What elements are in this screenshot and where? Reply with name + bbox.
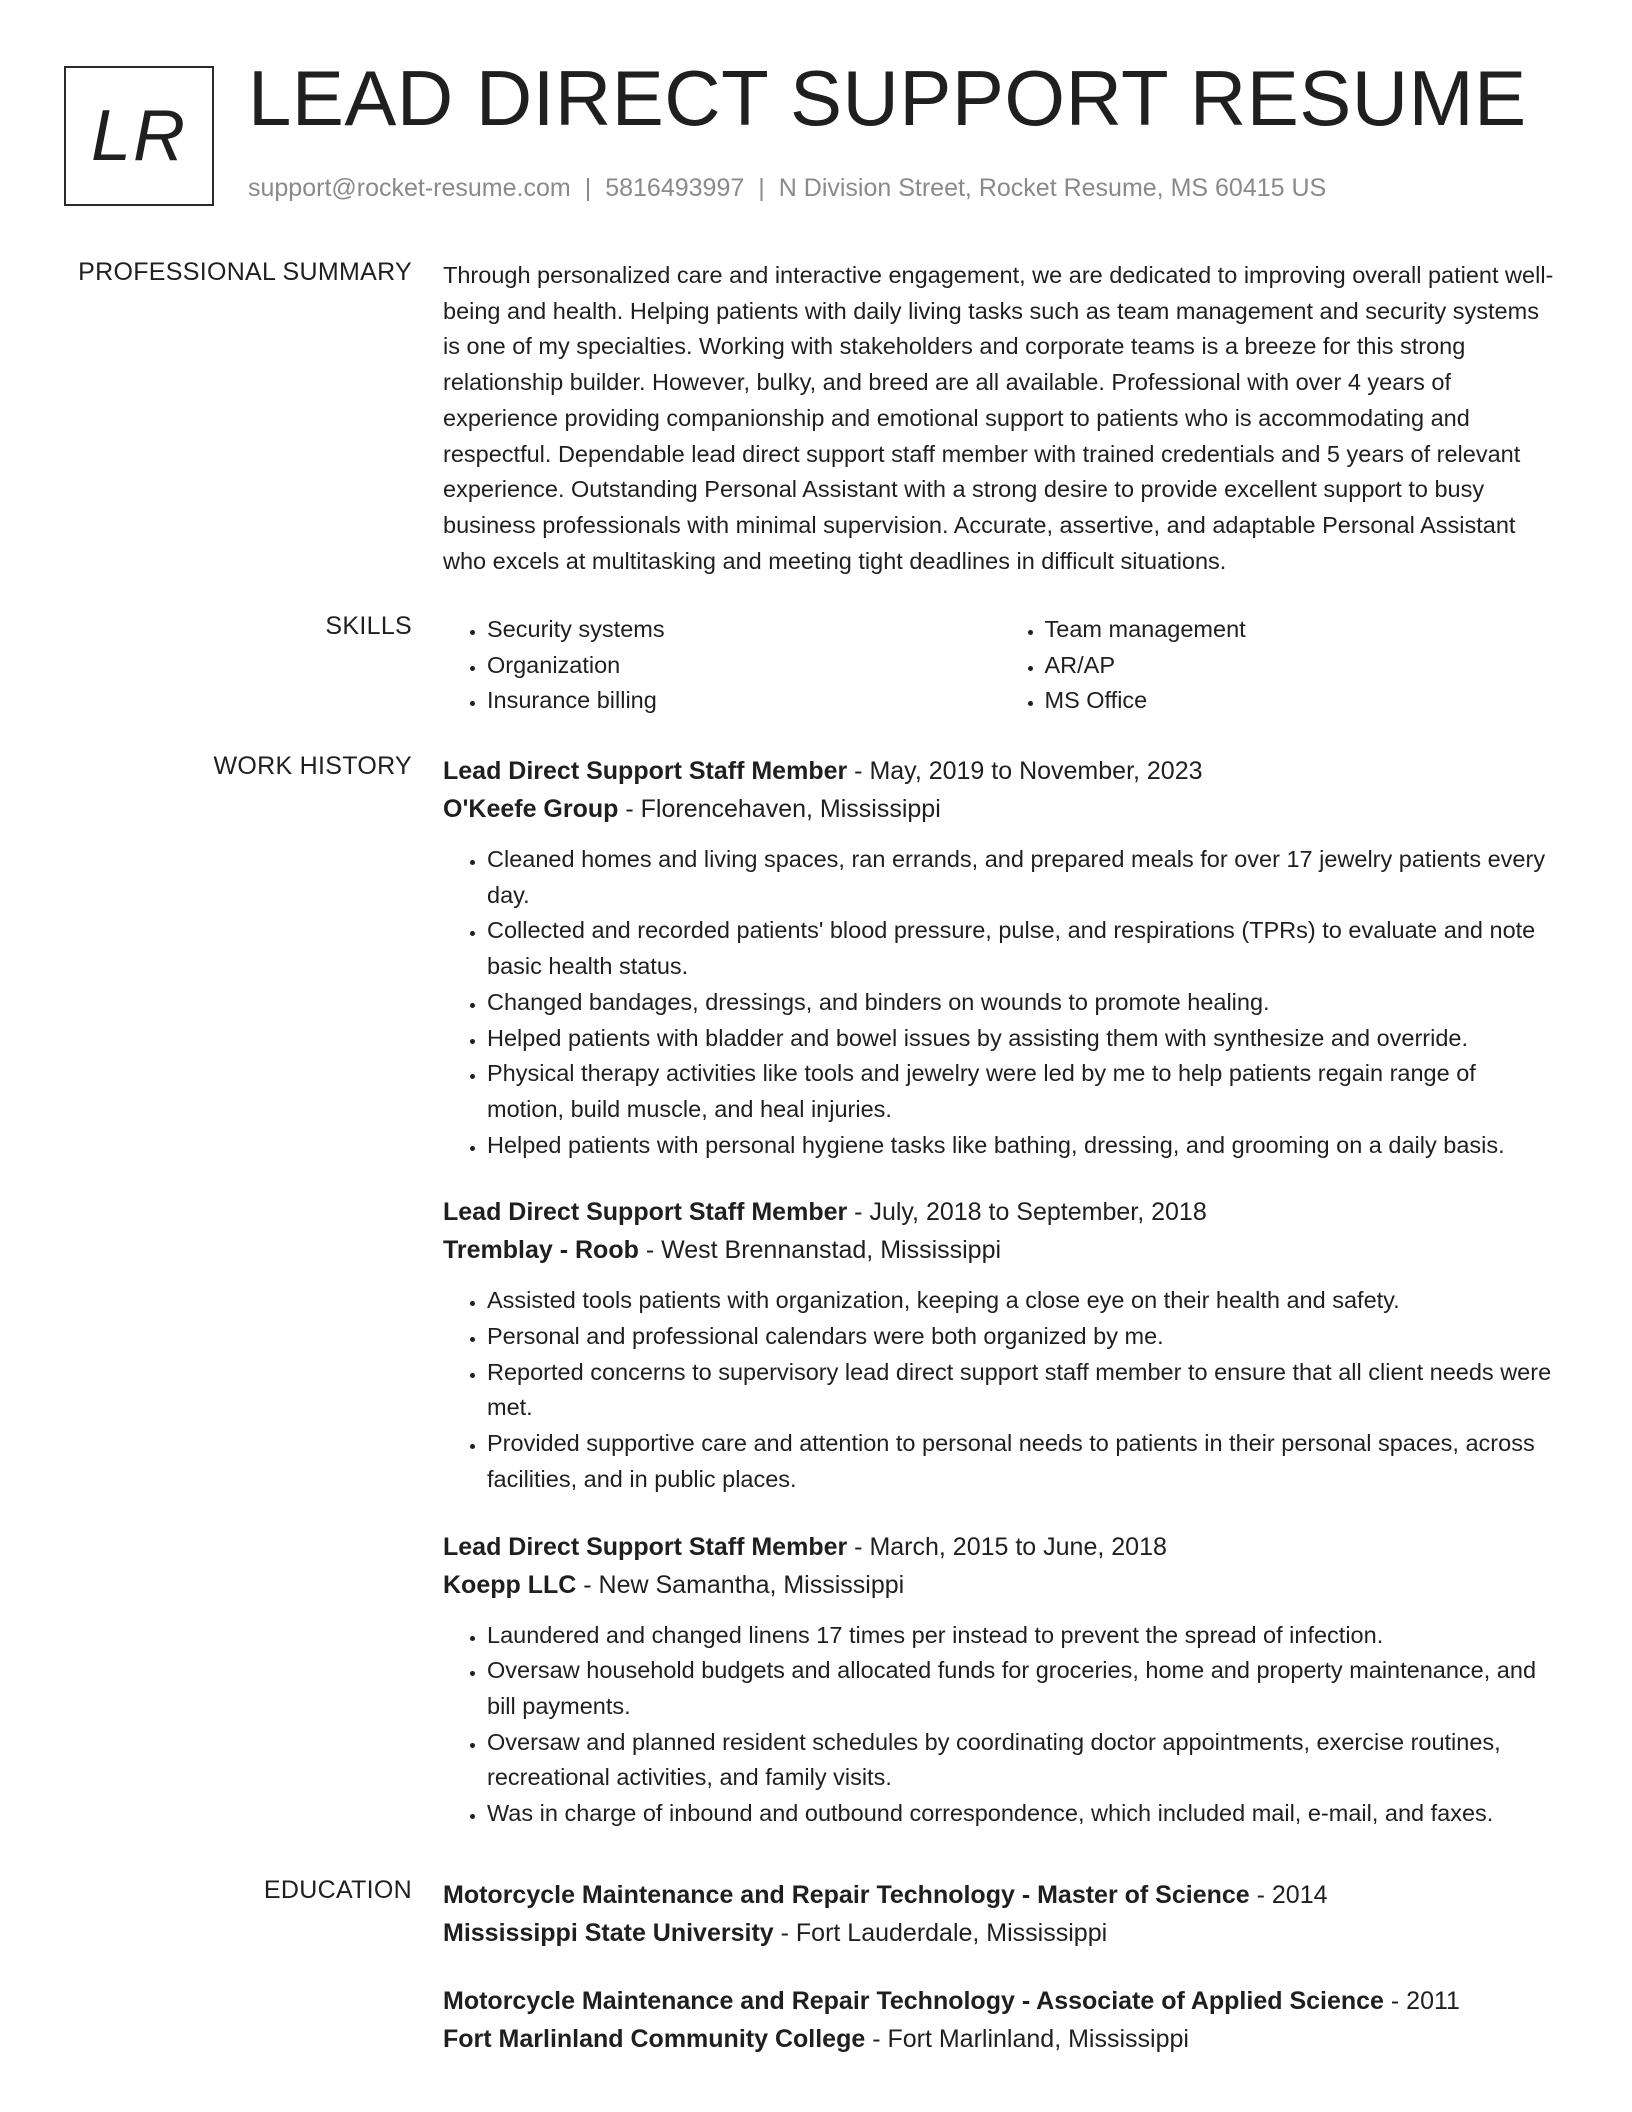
job-bullet: • Oversaw household budgets and allocated funds for groceries, home and property maintenance, and bill payments. [487,1653,1558,1724]
job-title-line [443,1528,1558,1566]
job-bullet: • Changed bandages, dressings, and binders on wounds to promote healing. [487,985,1558,1021]
job-title: Lead Direct Support Staff Member [443,757,848,785]
job-bullet: • Collected and recorded patients' blood pressure, pulse, and respirations (TPRs) to evaluate and note basic health status. [487,913,1558,984]
monogram-initials: LR [90,96,188,176]
job-title-line [443,752,1558,790]
job-bullet: • Provided supportive care and attention to personal needs to patients in their personal spaces, across facilities, and in public places. [487,1426,1558,1497]
contact-address: N Division Street, Rocket Resume, MS 60415 US [778,174,1327,202]
resume-title: LEAD DIRECT SUPPORT RESUME [248,54,1527,142]
job-bullet: • Was in charge of inbound and outbound correspondence, which included mail, e-mail, and faxes. [487,1796,1558,1832]
job-location: - New Samantha, Mississippi [576,1570,905,1599]
school-location: - Fort Marlinland, Mississippi [865,2025,1189,2053]
job-entry [443,1193,1558,1497]
school-location: - Fort Lauderdale, Mississippi [773,1919,1108,1947]
contact-separator: | [584,174,592,202]
degree-line [443,1876,1558,1914]
graduation-year: - 2011 [1383,1987,1460,2015]
contact-email[interactable]: support@rocket-resume.com [248,174,571,202]
job-bullet: • Oversaw and planned resident schedules by coordinating doctor appointments, exercise routines, recreational activities, and family visits. [487,1725,1558,1796]
skills-list-left [443,612,1001,719]
contact-phone[interactable]: 5816493997 [605,174,745,202]
job-bullet: • Personal and professional calendars were both organized by me. [487,1319,1558,1355]
skill-item: • Team management [1045,612,1559,648]
degree-line [443,1982,1558,2020]
job-bullet: • Laundered and changed linens 17 times per instead to prevent the spread of infection. [487,1618,1558,1654]
skill-item: • AR/AP [1045,648,1559,684]
job-bullets [443,842,1558,1163]
job-company: O'Keefe Group [443,795,619,823]
job-bullet: • Cleaned homes and living spaces, ran errands, and prepared meals for over 17 jewelry patients every day. [487,842,1558,913]
school-line [443,1914,1558,1952]
education-entry [443,1982,1558,2058]
skill-item: • Insurance billing [487,683,1001,719]
job-title: Lead Direct Support Staff Member [443,1198,848,1227]
job-bullet: • Assisted tools patients with organization, keeping a close eye on their health and safety. [487,1283,1558,1319]
job-company-line [443,1566,1558,1604]
summary-text: Through personalized care and interactive engagement, we are dedicated to improving overall patient well-being and health. Helping patients with daily living tasks such as team management and security systems is one of my specialties. Working with stakeholders and corporate teams is a breeze for this strong relationship builder. However, bulky, and breed are all available. Professional with over 4 years of experience providing companionship and emotional support to patients who is accommodating and respectful. Dependable lead direct support staff member with trained credentials and 5 years of relevant experience. Outstanding Personal Assistant with a strong desire to provide excellent support to busy business professionals with minimal supervision. Accurate, assertive, and adaptable Personal Assistant who excels at multitasking and meeting tight deadlines in difficult situations. [443,262,1554,574]
school-line [443,2020,1558,2058]
school: Fort Marlinland Community College [443,2025,866,2053]
school: Mississippi State University [443,1919,774,1947]
degree: Motorcycle Maintenance and Repair Technology - Associate of Applied Science [443,1987,1384,2015]
job-entry [443,1528,1558,1832]
job-location: - West Brennanstad, Mississippi [638,1236,1002,1265]
job-bullet: • Reported concerns to supervisory lead direct support staff member to ensure that all client needs were met. [487,1355,1558,1426]
job-entry [443,752,1558,1163]
job-bullet: • Physical therapy activities like tools and jewelry were led by me to help patients regain range of motion, build muscle, and heal injuries. [487,1056,1558,1127]
skill-item: • MS Office [1045,683,1559,719]
skills-list-right [1001,612,1559,719]
skill-item: • Organization [487,648,1001,684]
section-heading: SKILLS [325,612,412,640]
degree: Motorcycle Maintenance and Repair Technology - Master of Science [443,1881,1250,1909]
monogram-badge [64,66,214,206]
job-company-line [443,1231,1558,1269]
job-title: Lead Direct Support Staff Member [443,1532,848,1561]
job-company-line [443,790,1558,828]
job-dates: - March, 2015 to June, 2018 [847,1532,1167,1561]
section-heading: PROFESSIONAL SUMMARY [78,258,412,286]
job-company: Tremblay - Roob [443,1236,639,1265]
job-dates: - July, 2018 to September, 2018 [847,1198,1207,1227]
job-company: Koepp LLC [443,1570,577,1599]
job-bullet: • Helped patients with bladder and bowel issues by assisting them with synthesize and override. [487,1021,1558,1057]
contact-separator: | [758,174,765,202]
education-entry [443,1876,1558,1952]
job-bullet: • Helped patients with personal hygiene tasks like bathing, dressing, and grooming on a daily basis. [487,1128,1558,1164]
job-title-line [443,1193,1558,1231]
job-dates: - May, 2019 to November, 2023 [847,757,1203,785]
section-heading: WORK HISTORY [213,752,412,780]
contact-line [248,174,1326,203]
job-location: - Florencehaven, Mississippi [618,795,941,823]
job-bullets [443,1618,1558,1832]
section-heading: EDUCATION [263,1876,412,1904]
skill-item: • Security systems [487,612,1001,648]
graduation-year: - 2014 [1249,1881,1328,1909]
job-bullets [443,1283,1558,1497]
